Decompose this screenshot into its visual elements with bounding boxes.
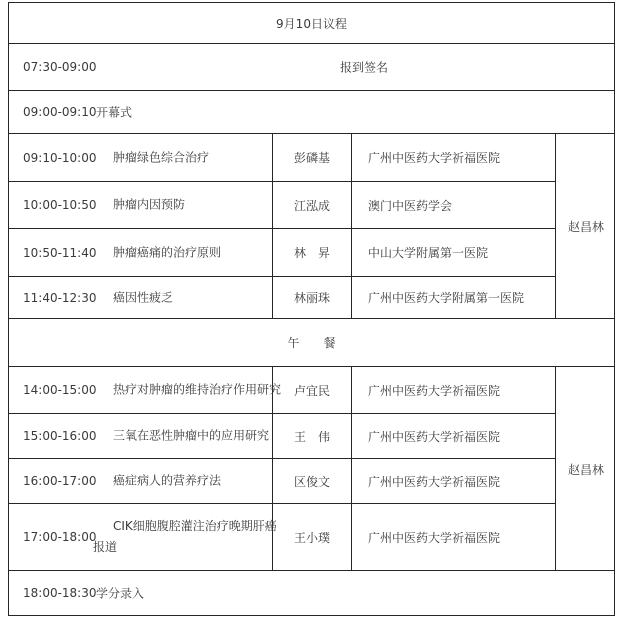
time-label: 10:50-11:40 xyxy=(23,245,97,260)
event-label: 开幕式 xyxy=(96,105,133,120)
time-label: 09:00-09:10 xyxy=(23,105,97,119)
agenda-table xyxy=(8,2,615,616)
signin-row-cell xyxy=(9,44,614,91)
speaker-cell: 林 昇 xyxy=(273,229,352,277)
time-topic-cell xyxy=(9,134,273,182)
speaker-cell: 区俊文 xyxy=(273,459,352,504)
table-row xyxy=(9,459,614,504)
speaker-cell: 王小璞 xyxy=(273,504,352,571)
organization-cell: 广州中医药大学祈福医院 xyxy=(352,459,556,504)
speaker-cell: 林丽珠 xyxy=(273,277,352,319)
time-label: 09:10-10:00 xyxy=(23,150,97,165)
time-topic-cell xyxy=(9,182,273,229)
credits-row-cell xyxy=(9,571,614,615)
table-row xyxy=(9,571,614,615)
time-topic-cell xyxy=(9,229,273,277)
topic-label: 肿瘤内因预防 xyxy=(113,197,186,212)
time-label: 10:00-10:50 xyxy=(23,198,97,212)
chair-name-afternoon: 赵昌林 xyxy=(567,462,604,477)
time-topic-cell xyxy=(9,277,273,319)
organization-cell: 广州中医药大学祈福医院 xyxy=(352,367,556,414)
time-label: 18:00-18:30 xyxy=(23,586,97,600)
organization-cell: 中山大学附属第一医院 xyxy=(352,229,556,277)
event-label: 报到签名 xyxy=(340,60,389,75)
organization-cell: 广州中医药大学祈福医院 xyxy=(352,504,556,571)
organization-cell: 广州中医药大学祈福医院 xyxy=(352,134,556,182)
lunch-label: 午 餐 xyxy=(9,319,614,367)
table-row xyxy=(9,91,614,134)
topic-label: 肿瘤绿色综合治疗 xyxy=(113,150,210,164)
event-label: 学分录入 xyxy=(96,586,145,601)
time-label: 16:00-17:00 xyxy=(23,474,97,488)
topic-label: 癌症病人的营养疗法 xyxy=(113,473,222,488)
time-topic-cell xyxy=(9,504,277,571)
organization-cell: 广州中医药大学祈福医院 xyxy=(352,414,556,459)
table-row xyxy=(9,3,614,44)
chair-name-morning: 赵昌林 xyxy=(567,220,604,234)
time-label: 11:40-12:30 xyxy=(23,290,97,305)
speaker-cell: 江泓成 xyxy=(273,182,352,229)
topic-label: 三氧在恶性肿瘤中的应用研究 xyxy=(113,428,270,443)
table-row xyxy=(9,277,614,319)
table-row xyxy=(9,319,614,367)
time-label: 07:30-09:00 xyxy=(23,60,97,74)
time-label: 15:00-16:00 xyxy=(23,429,97,443)
topic-label: 热疗对肿瘤的维持治疗作用研究 xyxy=(113,382,282,397)
speaker-cell: 彭磷基 xyxy=(273,134,352,182)
time-label: 14:00-15:00 xyxy=(23,383,97,397)
time-topic-cell xyxy=(9,459,273,504)
table-row xyxy=(9,44,614,91)
organization-cell: 广州中医药大学附属第一医院 xyxy=(352,277,556,319)
table-row xyxy=(9,504,614,571)
table-row xyxy=(9,134,614,182)
topic-label: 癌因性疲乏 xyxy=(113,290,174,304)
organization-cell: 澳门中医药学会 xyxy=(352,182,556,229)
time-topic-cell xyxy=(9,367,282,414)
table-row xyxy=(9,182,614,229)
speaker-cell: 王 伟 xyxy=(273,414,352,459)
topic-label: 肿瘤癌痛的治疗原则 xyxy=(113,245,222,259)
page-title: 9月10日议程 xyxy=(9,3,614,44)
opening-row-cell xyxy=(9,91,614,134)
time-label: 17:00-18:00 xyxy=(23,530,97,544)
table-row xyxy=(9,229,614,277)
table-row xyxy=(9,367,614,414)
topic-label: CIK细胞腹腔灌注治疗晚期肝癌报道 xyxy=(93,519,277,554)
time-topic-cell xyxy=(9,414,273,459)
table-row xyxy=(9,414,614,459)
speaker-cell: 卢宜民 xyxy=(273,367,352,414)
